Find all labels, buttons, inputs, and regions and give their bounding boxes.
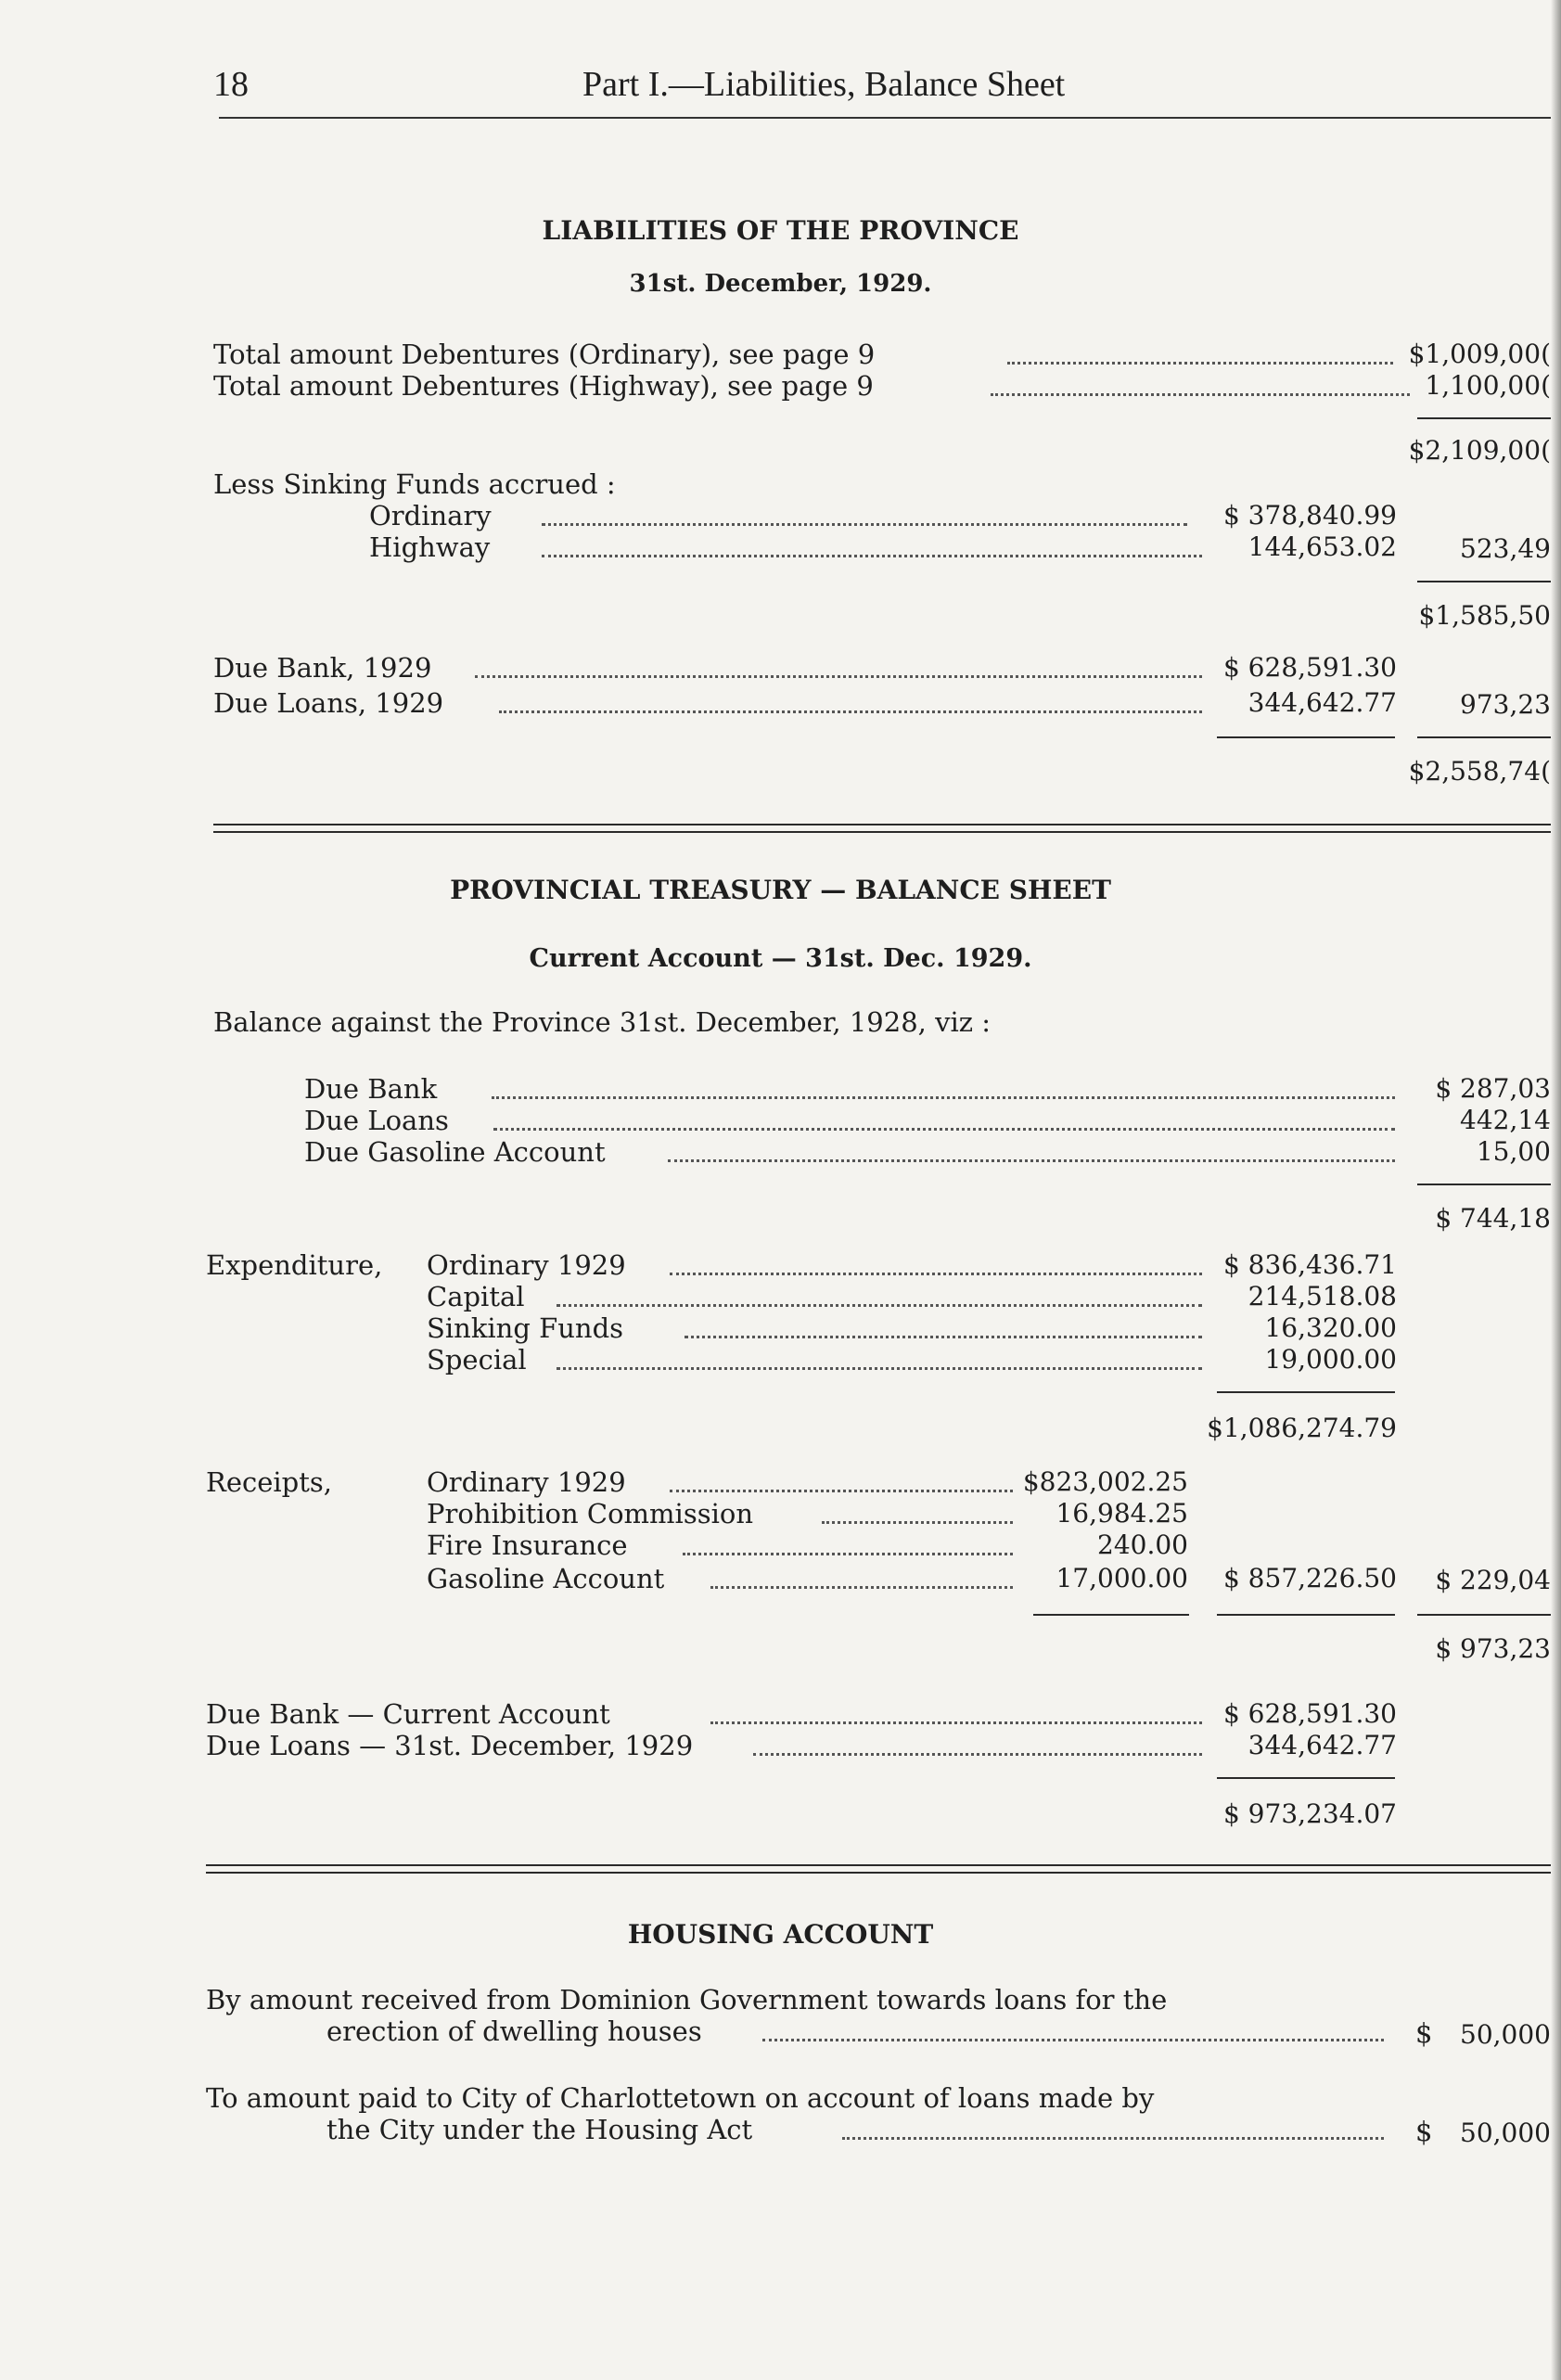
housing-received-value: 50,000 bbox=[1460, 2019, 1551, 2050]
section-divider bbox=[206, 1864, 1551, 1866]
exp-sinking-label: Sinking Funds bbox=[427, 1312, 624, 1344]
leader-dots bbox=[1007, 362, 1393, 365]
leader-dots bbox=[670, 1273, 1202, 1275]
rec-prohibition-value: 16,984.25 bbox=[1056, 1498, 1188, 1529]
exp-special-value: 19,000.00 bbox=[1264, 1344, 1397, 1375]
current-loans-value: 344,642.77 bbox=[1248, 1730, 1397, 1760]
header-rule bbox=[219, 117, 1551, 119]
expenditure-label: Expenditure, bbox=[206, 1249, 383, 1281]
debentures-total: $2,109,00( bbox=[1408, 435, 1551, 466]
exp-capital-value: 214,518.08 bbox=[1248, 1281, 1397, 1312]
leader-dots bbox=[557, 1304, 1202, 1307]
housing-title: HOUSING ACCOUNT bbox=[627, 1919, 934, 1950]
current-bank-value: $ 628,591.30 bbox=[1222, 1698, 1397, 1729]
leader-dots bbox=[557, 1367, 1202, 1370]
exp-ordinary-label: Ordinary 1929 bbox=[427, 1249, 626, 1281]
debentures-ordinary-value: $1,009,00( bbox=[1408, 339, 1551, 369]
housing-received-line1: By amount received from Dominion Government towards loans for the bbox=[206, 1984, 1168, 2015]
treasury-title: PROVINCIAL TREASURY — BALANCE SHEET bbox=[450, 875, 1111, 905]
leader-dots bbox=[499, 710, 1202, 713]
opening-due-loans-label: Due Loans bbox=[304, 1105, 449, 1136]
rec-ordinary-value: $823,002.25 bbox=[1022, 1466, 1188, 1497]
sum-rule bbox=[1417, 581, 1551, 582]
section-divider bbox=[213, 831, 1551, 833]
closing-balance-total: $ 973,23 bbox=[1435, 1633, 1551, 1664]
due-bank-label: Due Bank, 1929 bbox=[213, 652, 432, 684]
debentures-highway-label: Total amount Debentures (Highway), see page 9 bbox=[213, 370, 874, 402]
rec-fire-value: 240.00 bbox=[1097, 1529, 1188, 1560]
leader-dots bbox=[542, 555, 1202, 557]
current-total: $ 973,234.07 bbox=[1222, 1798, 1397, 1829]
leader-dots bbox=[475, 675, 1202, 678]
leader-dots bbox=[762, 2039, 1384, 2041]
sum-rule bbox=[1417, 417, 1551, 419]
leader-dots bbox=[542, 523, 1187, 526]
due-loans-value: 344,642.77 bbox=[1248, 687, 1397, 718]
opening-due-gasoline-value: 15,00 bbox=[1476, 1136, 1551, 1167]
sinking-funds-label: Less Sinking Funds accrued : bbox=[213, 468, 616, 500]
sum-rule bbox=[1417, 1614, 1551, 1616]
sinking-highway-label: Highway bbox=[369, 531, 491, 563]
sum-rule bbox=[1217, 1777, 1395, 1779]
housing-paid-line1: To amount paid to City of Charlottetown on account of loans made by bbox=[206, 2082, 1155, 2114]
net-total: $1,585,50 bbox=[1418, 600, 1551, 631]
section-divider bbox=[206, 1872, 1551, 1874]
sinking-ordinary-label: Ordinary bbox=[369, 500, 492, 531]
leader-dots bbox=[685, 1336, 1202, 1338]
leader-dots bbox=[492, 1096, 1395, 1099]
receipts-label: Receipts, bbox=[206, 1466, 332, 1498]
leader-dots bbox=[493, 1128, 1395, 1131]
rec-gasoline-label: Gasoline Account bbox=[427, 1563, 665, 1594]
leader-dots bbox=[683, 1553, 1013, 1555]
sum-rule bbox=[1417, 736, 1551, 738]
debentures-highway-value: 1,100,00( bbox=[1425, 370, 1551, 401]
housing-paid-value: 50,000 bbox=[1460, 2118, 1551, 2148]
debentures-ordinary-label: Total amount Debentures (Ordinary), see page 9 bbox=[213, 339, 876, 370]
leader-dots bbox=[670, 1490, 1013, 1492]
sum-rule bbox=[1217, 736, 1395, 738]
section-divider bbox=[213, 824, 1551, 825]
opening-due-gasoline-label: Due Gasoline Account bbox=[304, 1136, 606, 1168]
due-total: 973,23 bbox=[1460, 689, 1551, 720]
leader-dots bbox=[753, 1753, 1202, 1756]
exp-special-label: Special bbox=[427, 1344, 527, 1376]
housing-received-dollar: $ bbox=[1415, 2017, 1433, 2049]
leader-dots bbox=[842, 2137, 1384, 2140]
sum-rule bbox=[1217, 1614, 1395, 1616]
sinking-total: 523,49 bbox=[1460, 533, 1551, 564]
due-bank-value: $ 628,591.30 bbox=[1222, 652, 1397, 683]
liabilities-title: LIABILITIES OF THE PROVINCE bbox=[542, 215, 1019, 246]
sinking-highway-value: 144,653.02 bbox=[1248, 531, 1397, 562]
exp-sinking-value: 16,320.00 bbox=[1264, 1312, 1397, 1343]
housing-paid-dollar: $ bbox=[1415, 2116, 1433, 2147]
liabilities-date: 31st. December, 1929. bbox=[629, 270, 932, 298]
treasury-subtitle: Current Account — 31st. Dec. 1929. bbox=[529, 944, 1032, 973]
leader-dots bbox=[668, 1159, 1395, 1162]
net-change-value: $ 229,04 bbox=[1435, 1565, 1551, 1595]
current-loans-label: Due Loans — 31st. December, 1929 bbox=[206, 1730, 694, 1761]
rec-fire-label: Fire Insurance bbox=[427, 1529, 628, 1561]
rec-gasoline-value: 17,000.00 bbox=[1056, 1563, 1188, 1593]
leader-dots bbox=[710, 1586, 1013, 1589]
page-number: 18 bbox=[213, 65, 249, 104]
balance-intro: Balance against the Province 31st. December, 1928, viz : bbox=[213, 1006, 992, 1038]
current-bank-label: Due Bank — Current Account bbox=[206, 1698, 610, 1730]
exp-ordinary-value: $ 836,436.71 bbox=[1222, 1249, 1397, 1280]
rec-prohibition-label: Prohibition Commission bbox=[427, 1498, 754, 1529]
opening-balance-total: $ 744,18 bbox=[1435, 1203, 1551, 1234]
leader-dots bbox=[991, 393, 1410, 396]
housing-paid-line2: the City under the Housing Act bbox=[326, 2114, 753, 2145]
running-title: Part I.—Liabilities, Balance Sheet bbox=[582, 65, 1066, 104]
exp-capital-label: Capital bbox=[427, 1281, 525, 1312]
sinking-ordinary-value: $ 378,840.99 bbox=[1222, 500, 1397, 531]
opening-due-loans-value: 442,14 bbox=[1460, 1105, 1551, 1135]
sum-rule bbox=[1417, 1184, 1551, 1185]
due-loans-label: Due Loans, 1929 bbox=[213, 687, 444, 719]
sum-rule bbox=[1217, 1391, 1395, 1393]
grand-total: $2,558,74( bbox=[1408, 756, 1551, 787]
rec-ordinary-label: Ordinary 1929 bbox=[427, 1466, 626, 1498]
page-spine-shadow bbox=[1551, 0, 1561, 2380]
sum-rule bbox=[1033, 1614, 1189, 1616]
expenditure-total: $1,086,274.79 bbox=[1207, 1413, 1397, 1443]
receipts-total: $ 857,226.50 bbox=[1222, 1563, 1397, 1593]
housing-received-line2: erection of dwelling houses bbox=[326, 2015, 702, 2047]
leader-dots bbox=[822, 1521, 1013, 1524]
opening-due-bank-value: $ 287,03 bbox=[1435, 1073, 1551, 1104]
leader-dots bbox=[710, 1721, 1202, 1724]
opening-due-bank-label: Due Bank bbox=[304, 1073, 438, 1105]
